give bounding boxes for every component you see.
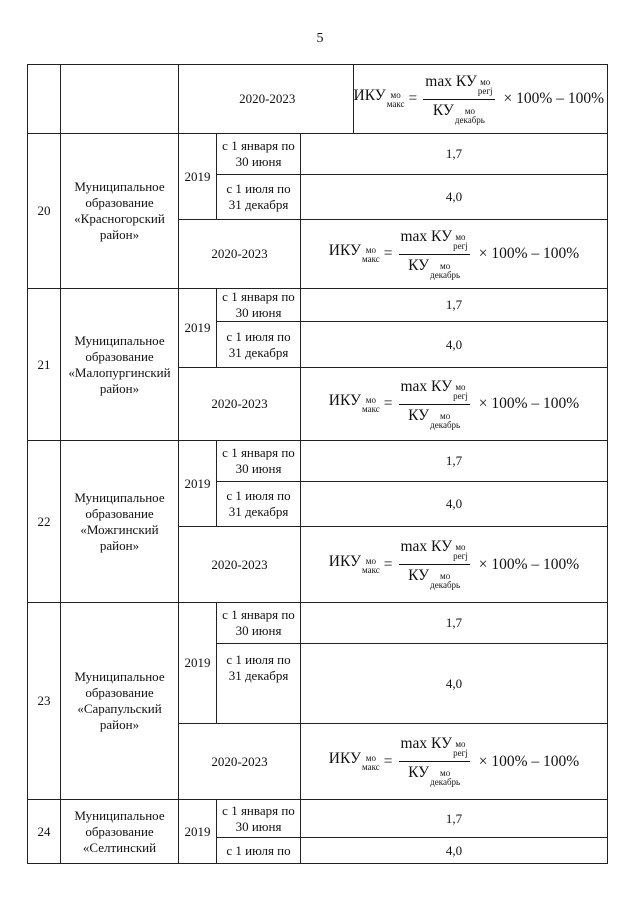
range-label: 2020-2023: [179, 527, 301, 603]
table-row: [28, 65, 608, 134]
formula-numerator-sup: мо: [480, 76, 491, 87]
formula-tail: × 100% – 100%: [478, 395, 580, 412]
formula-numerator: [399, 735, 470, 761]
period-cell: с 1 июля по: [217, 838, 301, 864]
formula-cell: [301, 724, 608, 800]
year-cell: 2019: [179, 134, 217, 220]
value-cell: 1,7: [301, 441, 608, 482]
period-cell: с 1 июля по 31 декабря: [217, 175, 301, 220]
formula-lhs-indices: [362, 754, 380, 772]
formula-cell: [301, 220, 608, 289]
formula-numerator-base: max КУ: [425, 72, 477, 90]
period-cell: с 1 июля по 31 декабря: [217, 322, 301, 368]
formula-lhs-indices: [387, 91, 405, 109]
table-row: [28, 800, 608, 838]
formula-lhs-base: ИКУ: [353, 87, 386, 104]
formula-denominator-indices: [430, 412, 460, 430]
formula-numerator-sub: регj: [453, 748, 468, 758]
formula-lhs: [329, 750, 380, 774]
formula-equals: =: [383, 555, 393, 573]
formula-fraction: [423, 73, 494, 126]
row-number: 23: [28, 603, 61, 800]
formula-denominator-sup: мо: [440, 768, 451, 778]
formula-numerator: [399, 538, 470, 564]
formula-denominator-sup: мо: [440, 571, 451, 581]
formula-tail: × 100% – 100%: [478, 555, 580, 573]
page-number: [0, 31, 640, 47]
formula-lhs-sup: мо: [365, 752, 376, 763]
formula-denominator: [406, 565, 462, 591]
value-cell: 1,7: [301, 800, 608, 838]
year-cell: 2019: [179, 441, 217, 527]
formula-cell: [301, 368, 608, 441]
formula-lhs-base: ИКУ: [328, 749, 361, 767]
formula-lhs-base: ИКУ: [328, 392, 361, 409]
value-cell: 4,0: [301, 838, 608, 864]
formula-lhs-indices: [362, 246, 380, 264]
formula-lhs-base: ИКУ: [328, 242, 361, 259]
formula-denominator-sub: декабрь: [430, 269, 461, 280]
formula-numerator: [399, 228, 470, 254]
org-cell: [61, 65, 179, 134]
value-cell: 4,0: [301, 644, 608, 724]
formula-numerator-base: max КУ: [400, 377, 453, 395]
formula-lhs: [354, 87, 405, 111]
formula-numerator: [423, 73, 494, 99]
formula: [353, 65, 604, 133]
formula-denominator-sub: декабрь: [454, 114, 485, 125]
formula-equals: =: [383, 752, 393, 770]
formula-numerator-indices: [453, 543, 468, 561]
period-cell: с 1 января по 30 июня: [217, 441, 301, 482]
formula-lhs-sub: макс: [361, 564, 380, 575]
municipality-name: Муниципальное образование «Селтинский: [61, 800, 179, 864]
formula-lhs: [329, 242, 380, 266]
formula: [304, 228, 604, 281]
formula-numerator-sup: мо: [455, 381, 466, 392]
formula-lhs-sub: макс: [386, 99, 405, 109]
formula-tail: × 100% – 100%: [503, 90, 604, 107]
formula-denominator-sub: декабрь: [430, 419, 461, 430]
formula-fraction: [399, 735, 470, 788]
formula-numerator-indices: [453, 233, 468, 251]
formula-numerator-sub: регj: [453, 390, 468, 401]
value-cell: 1,7: [301, 289, 608, 322]
formula-numerator-base: max КУ: [400, 538, 453, 555]
formula-lhs: [329, 553, 380, 577]
period-cell: с 1 июля по 31 декабря: [217, 482, 301, 527]
formula-equals: =: [383, 245, 393, 262]
period-cell: с 1 января по 30 июня: [217, 800, 301, 838]
formula-numerator-sub: регj: [453, 551, 468, 561]
table-row: [28, 603, 608, 644]
index-formula: [304, 228, 604, 281]
formula-equals: =: [408, 90, 418, 107]
formula: [304, 538, 604, 591]
formula-lhs-base: ИКУ: [328, 552, 361, 570]
formula-numerator-base: max КУ: [400, 735, 453, 752]
formula: [304, 378, 604, 431]
formula-numerator-base: max КУ: [400, 227, 453, 245]
formula-denominator-sup: мо: [440, 410, 451, 421]
formula-denominator: [406, 255, 462, 281]
formula-denominator-sub: декабрь: [430, 777, 461, 787]
value-cell: 4,0: [301, 322, 608, 368]
formula-denominator-indices: [430, 262, 460, 280]
index-formula: [304, 538, 604, 591]
formula-numerator-sub: регj: [453, 240, 468, 251]
num-cell: [28, 65, 61, 134]
formula-fraction: [399, 378, 470, 431]
row-number: 21: [28, 289, 61, 441]
formula-denominator-indices: [455, 107, 485, 125]
year-cell: 2019: [179, 289, 217, 368]
formula-denominator-indices: [430, 572, 460, 590]
formula-equals: =: [383, 395, 393, 412]
formula-denominator-sub: декабрь: [430, 580, 461, 590]
formula-lhs-sup: мо: [365, 555, 376, 566]
formula-lhs-indices: [362, 557, 380, 575]
table-row: [28, 441, 608, 482]
formula-numerator-sup: мо: [455, 739, 466, 749]
municipality-name: Муниципальное образование «Можгинский район»: [61, 441, 179, 603]
formula-denominator-base: КУ: [432, 101, 454, 119]
row-number: 20: [28, 134, 61, 289]
period-cell: с 1 января по 30 июня: [217, 134, 301, 175]
formula-cell: [301, 527, 608, 603]
formula-numerator-indices: [453, 383, 468, 401]
formula-numerator-sup: мо: [455, 542, 466, 552]
period-cell: с 1 июля по 31 декабря: [217, 644, 301, 724]
formula-denominator-sup: мо: [440, 260, 451, 271]
range-label: 2020-2023: [239, 91, 296, 106]
formula-denominator-base: КУ: [408, 256, 430, 274]
formula-lhs-sub: макс: [361, 761, 380, 772]
formula-numerator: [399, 378, 470, 404]
row-number: 24: [28, 800, 61, 864]
formula-denominator: [406, 405, 462, 431]
row-number: 22: [28, 441, 61, 603]
formula-denominator-base: КУ: [408, 764, 430, 781]
formula-lhs-sup: мо: [365, 245, 376, 255]
period-cell: с 1 января по 30 июня: [217, 603, 301, 644]
formula-lhs: [329, 392, 380, 416]
formula-denominator-sup: мо: [464, 105, 476, 116]
formula-tail: × 100% – 100%: [478, 752, 580, 770]
value-cell: 4,0: [301, 482, 608, 527]
municipality-name: Муниципальное образование «Сарапульский район»: [61, 603, 179, 800]
table-row: [28, 134, 608, 175]
formula-denominator-base: КУ: [408, 567, 430, 584]
formula-lhs-indices: [362, 396, 380, 414]
formula-fraction: [399, 228, 470, 281]
range-label: 2020-2023: [179, 368, 301, 441]
formula-lhs-sub: макс: [361, 254, 380, 264]
formula-lhs-sup: мо: [390, 90, 401, 100]
formula-denominator: [406, 762, 462, 788]
table-row: [28, 289, 608, 322]
index-formula: [304, 735, 604, 788]
range-label: 2020-2023: [179, 220, 301, 289]
value-cell: 1,7: [301, 134, 608, 175]
index-formula: [304, 378, 604, 431]
municipality-name: Муниципальное образование «Красногорский район»: [61, 134, 179, 289]
formula-denominator: [431, 100, 487, 126]
formula-numerator-indices: [453, 740, 468, 758]
formula: [304, 735, 604, 788]
formula-lhs-sup: мо: [365, 395, 376, 405]
page-number-text: 5: [316, 31, 324, 46]
formula-denominator-indices: [430, 769, 460, 787]
formula-numerator-indices: [478, 78, 493, 96]
formula-tail: × 100% – 100%: [478, 245, 580, 262]
year-cell: 2019: [179, 603, 217, 724]
tariff-index-table: [27, 64, 608, 864]
period-cell: с 1 января по 30 июня: [217, 289, 301, 322]
year-cell: 2019: [179, 800, 217, 864]
formula-numerator-sup: мо: [455, 231, 466, 242]
formula-denominator-base: КУ: [408, 406, 430, 424]
formula-numerator-sub: регj: [477, 85, 493, 96]
formula-lhs-sub: макс: [361, 404, 380, 414]
value-cell: 1,7: [301, 603, 608, 644]
formula-fraction: [399, 538, 470, 591]
range-label: 2020-2023: [179, 724, 301, 800]
municipality-name: Муниципальное образование «Малопургинский район»: [61, 289, 179, 441]
index-formula: [354, 73, 604, 126]
value-cell: 4,0: [301, 175, 608, 220]
range-formula-cell: [179, 65, 608, 134]
